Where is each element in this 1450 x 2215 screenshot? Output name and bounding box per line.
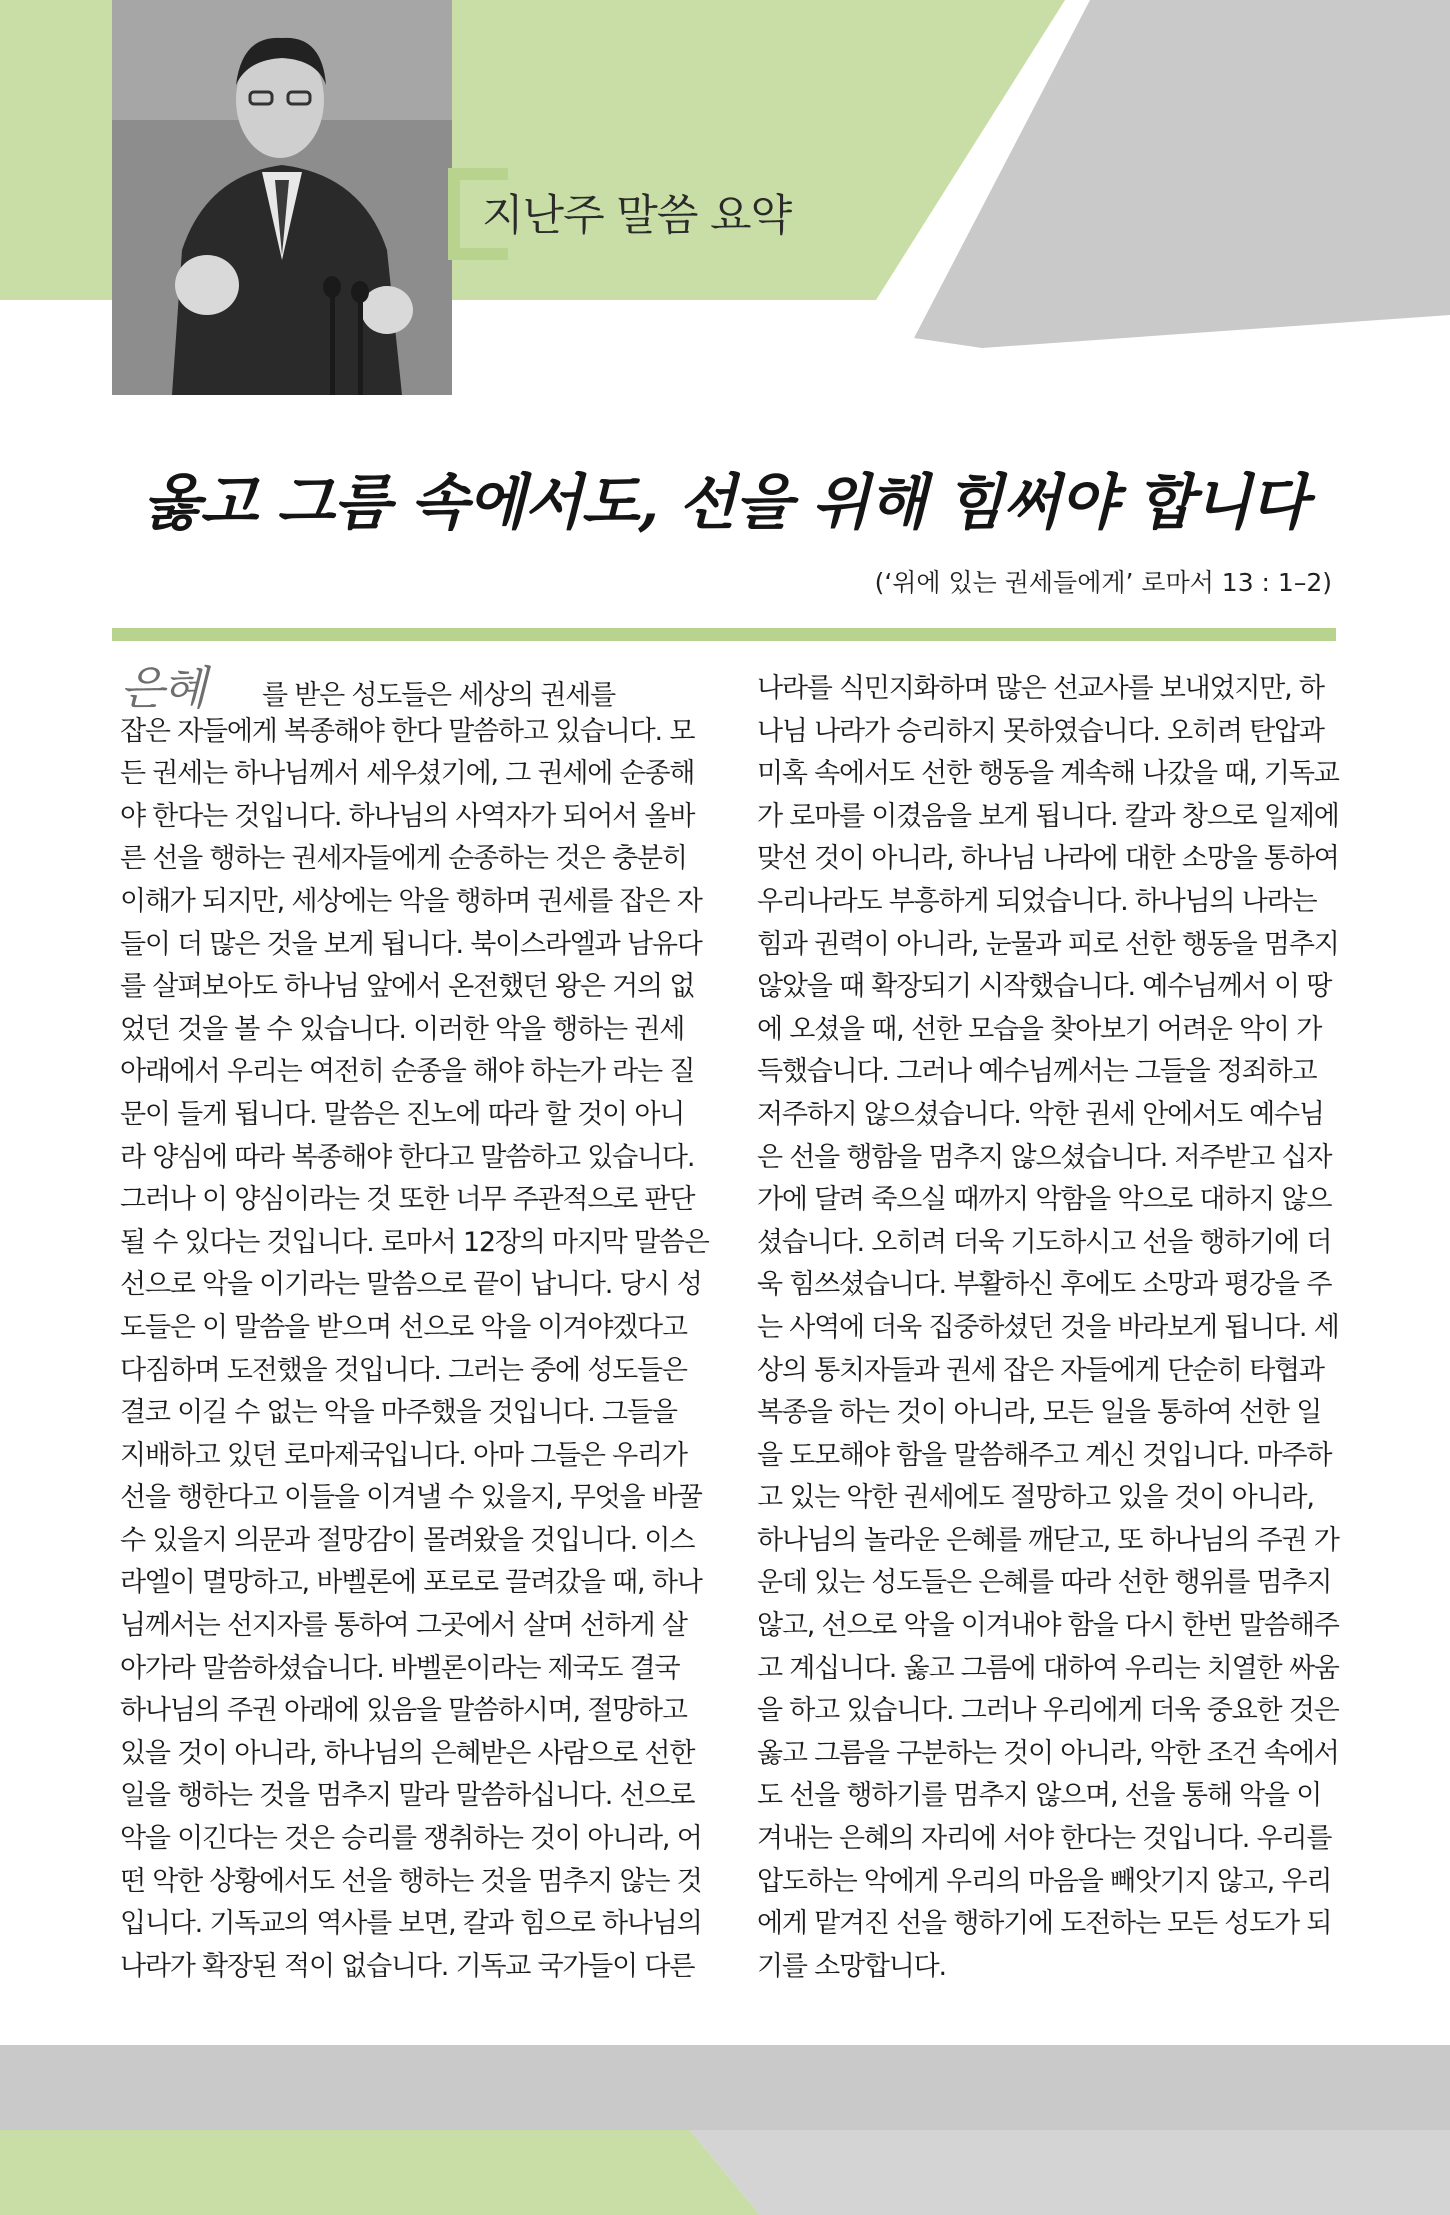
left-line-3: 야 한다는 것입니다. 하나님의 사역자가 되어서 올바 [120, 800, 695, 832]
left-line-15: 도들은 이 말씀을 받으며 선으로 악을 이겨야겠다고 [120, 1311, 687, 1343]
right-line-2: 미혹 속에서도 선한 행동을 계속해 나갔을 때, 기독교 [757, 758, 1339, 790]
preacher-photo [112, 0, 452, 395]
left-line-24: 하나님의 주권 아래에 있음을 말씀하시며, 절망하고 [120, 1695, 687, 1727]
left-line-9: 아래에서 우리는 여전히 순종을 해야 하는가 라는 질 [120, 1056, 695, 1088]
left-line-16: 다짐하며 도전했을 것입니다. 그러는 중에 성도들은 [120, 1354, 687, 1386]
right-line-18: 을 도모해야 함을 말씀해주고 계신 것입니다. 마주하 [757, 1439, 1332, 1471]
right-line-19: 고 있는 악한 권세에도 절망하고 있을 것이 아니라, [757, 1482, 1314, 1514]
right-line-25: 옳고 그름을 구분하는 것이 아니라, 악한 조건 속에서 [757, 1737, 1339, 1769]
right-line-0: 나라를 식민지화하며 많은 선교사를 보내었지만, 하 [757, 673, 1324, 704]
left-line-30: 나라가 확장된 적이 없습니다. 기독교 국가들이 다른 [120, 1950, 695, 1982]
right-line-28: 압도하는 악에게 우리의 마음을 빼앗기지 않고, 우리 [757, 1865, 1332, 1897]
bottom-left-green-band [0, 2130, 760, 2215]
right-line-15: 는 사역에 더욱 집중하셨던 것을 바라보게 됩니다. 세 [757, 1311, 1339, 1343]
left-line-12: 그러나 이 양심이라는 것 또한 너무 주관적으로 판단 [120, 1184, 695, 1216]
left-line-21: 라엘이 멸망하고, 바벨론에 포로로 끌려갔을 때, 하나 [120, 1567, 702, 1599]
left-line-5: 이해가 되지만, 세상에는 악을 행하며 권세를 잡은 자 [120, 885, 702, 917]
right-line-5: 우리나라도 부흥하게 되었습니다. 하나님의 나라는 [757, 885, 1317, 917]
first-line [120, 661, 700, 715]
right-line-10: 저주하지 않으셨습니다. 악한 권세 안에서도 예수님 [757, 1098, 1324, 1130]
left-line-26: 일을 행하는 것을 멈추지 말라 말씀하십니다. 선으로 [120, 1780, 695, 1812]
right-line-30: 기를 소망합니다. [757, 1950, 946, 1982]
right-column [757, 668, 1337, 1988]
left-line-7: 를 살펴보아도 하나님 앞에서 온전했던 왕은 거의 없 [120, 971, 695, 1003]
bottom-gray-band [0, 2045, 1450, 2132]
left-line-10: 문이 들게 됩니다. 말씀은 진노에 따라 할 것이 아니 [120, 1098, 685, 1130]
right-column-lines [757, 668, 1337, 1988]
left-line-25: 있을 것이 아니라, 하나님의 은혜받은 사람으로 선한 [120, 1737, 695, 1769]
left-line-11: 라 양심에 따라 복종해야 한다고 말씀하고 있습니다. [120, 1141, 695, 1173]
left-line-28: 떤 악한 상황에서도 선을 행하는 것을 멈추지 않는 것 [120, 1865, 702, 1897]
right-line-3: 가 로마를 이겼음을 보게 됩니다. 칼과 창으로 일제에 [757, 800, 1339, 832]
right-line-16: 상의 통치자들과 권세 잡은 자들에게 단순히 타협과 [757, 1354, 1324, 1386]
section-label-text: 지난주 말씀 요약 [482, 191, 792, 241]
right-line-11: 은 선을 행함을 멈추지 않으셨습니다. 저주받고 십자 [757, 1141, 1332, 1173]
left-line-0: 를 받은 성도들은 세상의 권세를 [262, 680, 615, 711]
left-line-23: 아가라 말씀하셨습니다. 바벨론이라는 제국도 결국 [120, 1652, 680, 1684]
left-line-19: 선을 행한다고 이들을 이겨낼 수 있을지, 무엇을 바꿀 [120, 1482, 702, 1514]
right-line-20: 하나님의 놀라운 은혜를 깨닫고, 또 하나님의 주권 가 [757, 1524, 1339, 1556]
left-line-6: 들이 더 많은 것을 보게 됩니다. 북이스라엘과 남유다 [120, 928, 702, 960]
preacher-illustration [112, 0, 452, 395]
right-line-12: 가에 달려 죽으실 때까지 악함을 악으로 대하지 않으 [757, 1184, 1332, 1216]
left-line-4: 른 선을 행하는 권세자들에게 순종하는 것은 충분히 [120, 843, 687, 875]
sermon-title: 옳고 그름 속에서도, 선을 위해 힘써야 합니다 [142, 468, 1308, 538]
drop-word: 은혜 [120, 661, 205, 715]
right-line-13: 셨습니다. 오히려 더욱 기도하시고 선을 행하기에 더 [757, 1226, 1332, 1258]
left-line-1: 잡은 자들에게 복종해야 한다 말씀하고 있습니다. 모 [120, 715, 695, 747]
right-line-23: 고 계십니다. 옳고 그름에 대하여 우리는 치열한 싸움 [757, 1652, 1339, 1684]
left-line-13: 될 수 있다는 것입니다. 로마서 12장의 마지막 말씀은 [120, 1226, 709, 1258]
right-line-9: 득했습니다. 그러나 예수님께서는 그들을 정죄하고 [757, 1056, 1317, 1088]
section-label [448, 168, 868, 258]
bottom-right-gray-band [690, 2130, 1450, 2215]
left-line-27: 악을 이긴다는 것은 승리를 쟁취하는 것이 아니라, 어 [120, 1823, 702, 1855]
right-line-4: 맞선 것이 아니라, 하나님 나라에 대한 소망을 통하여 [757, 843, 1339, 875]
right-line-8: 에 오셨을 때, 선한 모습을 찾아보기 어려운 악이 가 [757, 1013, 1322, 1045]
left-line-29: 입니다. 기독교의 역사를 보면, 칼과 힘으로 하나님의 [120, 1908, 702, 1940]
right-line-22: 않고, 선으로 악을 이겨내야 함을 다시 한번 말씀해주 [757, 1610, 1339, 1642]
right-line-14: 욱 힘쓰셨습니다. 부활하신 후에도 소망과 평강을 주 [757, 1269, 1332, 1301]
right-line-24: 을 하고 있습니다. 그러나 우리에게 더욱 중요한 것은 [757, 1695, 1339, 1727]
right-line-7: 않았을 때 확장되기 시작했습니다. 예수님께서 이 땅 [757, 971, 1332, 1003]
left-line-22: 님께서는 선지자를 통하여 그곳에서 살며 선하게 살 [120, 1610, 687, 1642]
left-line-20: 수 있을지 의문과 절망감이 몰려왔을 것입니다. 이스 [120, 1524, 695, 1556]
scripture-reference: (‘위에 있는 권세들에게’ 로마서 13 : 1–2) [874, 568, 1332, 597]
right-line-26: 도 선을 행하기를 멈추지 않으며, 선을 통해 악을 이 [757, 1780, 1322, 1812]
right-line-29: 에게 맡겨진 선을 행하기에 도전하는 모든 성도가 되 [757, 1908, 1332, 1940]
left-line-17: 결코 이길 수 없는 악을 마주했을 것입니다. 그들을 [120, 1397, 677, 1429]
title-divider [112, 628, 1336, 641]
left-line-14: 선으로 악을 이기라는 말씀으로 끝이 납니다. 당시 성 [120, 1269, 702, 1301]
left-column [120, 661, 709, 1988]
left-line-18: 지배하고 있던 로마제국입니다. 아마 그들은 우리가 [120, 1439, 687, 1471]
left-line-8: 었던 것을 볼 수 있습니다. 이러한 악을 행하는 권세 [120, 1013, 685, 1045]
right-line-27: 겨내는 은혜의 자리에 서야 한다는 것입니다. 우리를 [757, 1823, 1332, 1855]
right-line-6: 힘과 권력이 아니라, 눈물과 피로 선한 행동을 멈추지 [757, 928, 1339, 960]
left-line-2: 든 권세는 하나님께서 세우셨기에, 그 권세에 순종해 [120, 758, 695, 790]
right-line-21: 운데 있는 성도들은 은혜를 따라 선한 행위를 멈추지 [757, 1567, 1332, 1599]
left-column-lines [120, 711, 709, 1989]
right-line-17: 복종을 하는 것이 아니라, 모든 일을 통하여 선한 일 [757, 1397, 1322, 1429]
right-line-1: 나님 나라가 승리하지 못하였습니다. 오히려 탄압과 [757, 715, 1324, 747]
